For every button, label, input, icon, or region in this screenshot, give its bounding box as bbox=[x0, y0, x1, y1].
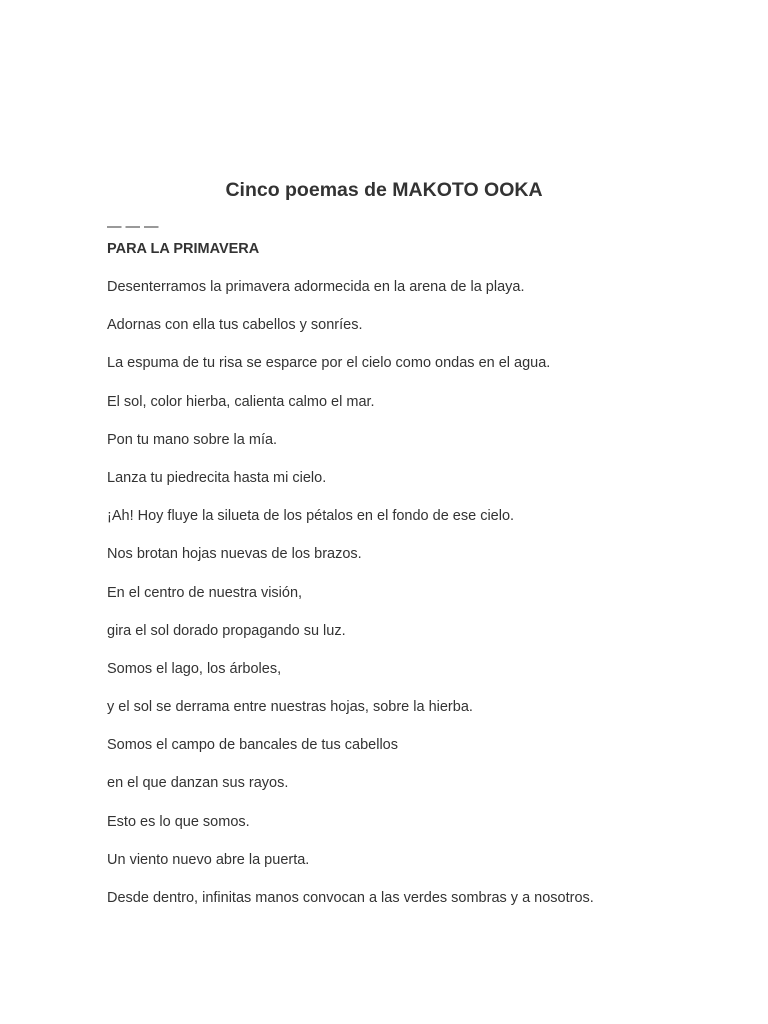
poem-line: Un viento nuevo abre la puerta. bbox=[107, 851, 310, 868]
poem-line: Somos el campo de bancales de tus cabellos bbox=[107, 737, 398, 754]
poem-line: gira el sol dorado propagando su luz. bbox=[107, 622, 346, 639]
poem-line: Lanza tu piedrecita hasta mi cielo. bbox=[107, 469, 327, 486]
poem-line: El sol, color hierba, calienta calmo el mar. bbox=[107, 393, 375, 410]
poem-line: Esto es lo que somos. bbox=[107, 813, 250, 830]
poem-line: en el que danzan sus rayos. bbox=[107, 775, 289, 792]
poem-line: Adornas con ella tus cabellos y sonríes. bbox=[107, 317, 363, 334]
poem-line: Nos brotan hojas nuevas de los brazos. bbox=[107, 546, 362, 563]
poem-line: y el sol se derrama entre nuestras hojas, sobre la hierba. bbox=[107, 699, 473, 716]
poem-line: Somos el lago, los árboles, bbox=[107, 660, 282, 677]
poem-line: Desde dentro, infinitas manos convocan a las verdes sombras y a nosotros. bbox=[107, 890, 594, 906]
section-heading: PARA LA PRIMAVERA bbox=[107, 241, 260, 257]
page-title: Cinco poemas de MAKOTO OOKA bbox=[225, 179, 543, 201]
poem-line: Pon tu mano sobre la mía. bbox=[107, 431, 278, 448]
poem-line: La espuma de tu risa se esparce por el cielo como ondas en el agua. bbox=[107, 355, 551, 372]
poem-line: Desenterramos la primavera adormecida en la arena de la playa. bbox=[107, 279, 525, 295]
poem-line: En el centro de nuestra visión, bbox=[107, 584, 303, 601]
section-separator: — — — bbox=[107, 219, 159, 235]
poem-line: ¡Ah! Hoy fluye la silueta de los pétalos en el fondo de ese cielo. bbox=[107, 508, 515, 525]
poem-body bbox=[107, 278, 727, 927]
